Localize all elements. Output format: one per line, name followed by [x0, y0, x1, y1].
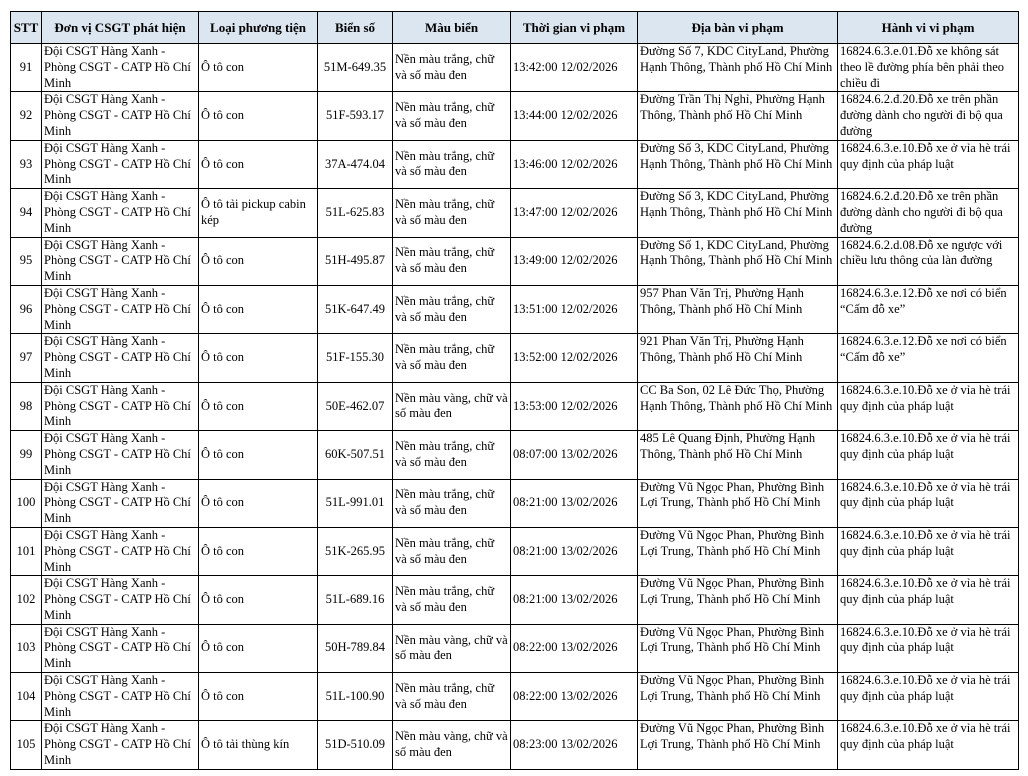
cell-vehicle: Ô tô tải thùng kín [199, 721, 318, 769]
header-violation: Hành vi vi phạm [838, 12, 1019, 44]
cell-plate: 51L-100.90 [318, 673, 393, 721]
cell-plate: 50H-789.84 [318, 624, 393, 672]
cell-vehicle: Ô tô con [199, 576, 318, 624]
cell-stt: 101 [11, 527, 42, 575]
cell-stt: 94 [11, 189, 42, 237]
table-row [11, 673, 1019, 721]
cell-plate: 60K-507.51 [318, 431, 393, 479]
cell-vehicle: Ô tô tải pickup cabin kép [199, 189, 318, 237]
cell-plate-color: Nền màu trắng, chữ và số màu đen [393, 334, 511, 382]
header-plate: Biển số [318, 12, 393, 44]
cell-plate-color: Nền màu trắng, chữ và số màu đen [393, 431, 511, 479]
cell-plate: 51M-649.35 [318, 44, 393, 92]
cell-time: 08:22:00 13/02/2026 [511, 673, 638, 721]
cell-location: Đường Vũ Ngọc Phan, Phường Bình Lợi Trung, Thành phố Hồ Chí Minh [638, 576, 838, 624]
cell-unit: Đội CSGT Hàng Xanh - Phòng CSGT - CATP Hồ Chí Minh [42, 92, 199, 140]
cell-stt: 97 [11, 334, 42, 382]
cell-plate: 51L-991.01 [318, 479, 393, 527]
table-row [11, 721, 1019, 769]
cell-plate-color: Nền màu trắng, chữ và số màu đen [393, 673, 511, 721]
cell-violation: 16824.6.3.e.01.Đỗ xe không sát theo lề đường phía bên phải theo chiều đi [838, 44, 1019, 92]
cell-location: Đường Số 3, KDC CityLand, Phường Hạnh Thông, Thành phố Hồ Chí Minh [638, 140, 838, 188]
table-row [11, 237, 1019, 285]
cell-time: 13:51:00 12/02/2026 [511, 285, 638, 333]
cell-time: 08:21:00 13/02/2026 [511, 527, 638, 575]
cell-time: 13:42:00 12/02/2026 [511, 44, 638, 92]
cell-plate-color: Nền màu trắng, chữ và số màu đen [393, 189, 511, 237]
header-time: Thời gian vi phạm [511, 12, 638, 44]
table-row [11, 92, 1019, 140]
cell-vehicle: Ô tô con [199, 92, 318, 140]
header-vehicle: Loại phương tiện [199, 12, 318, 44]
table-row [11, 44, 1019, 92]
cell-violation: 16824.6.2.đ.20.Đỗ xe trên phần đường dành cho người đi bộ qua đường [838, 92, 1019, 140]
cell-stt: 91 [11, 44, 42, 92]
cell-stt: 100 [11, 479, 42, 527]
cell-plate: 37A-474.04 [318, 140, 393, 188]
cell-vehicle: Ô tô con [199, 527, 318, 575]
cell-vehicle: Ô tô con [199, 334, 318, 382]
cell-plate-color: Nền màu trắng, chữ và số màu đen [393, 140, 511, 188]
table-row [11, 334, 1019, 382]
cell-location: Đường Vũ Ngọc Phan, Phường Bình Lợi Trung, Thành phố Hồ Chí Minh [638, 721, 838, 769]
cell-stt: 92 [11, 92, 42, 140]
header-stt: STT [11, 12, 42, 44]
cell-violation: 16824.6.3.e.10.Đỗ xe ở vỉa hè trái quy định của pháp luật [838, 624, 1019, 672]
cell-location: 921 Phan Văn Trị, Phường Hạnh Thông, Thành phố Hồ Chí Minh [638, 334, 838, 382]
cell-plate-color: Nền màu vàng, chữ và số màu đen [393, 382, 511, 430]
cell-vehicle: Ô tô con [199, 431, 318, 479]
cell-stt: 96 [11, 285, 42, 333]
cell-plate: 51H-495.87 [318, 237, 393, 285]
cell-violation: 16824.6.3.e.12.Đỗ xe nơi có biển “Cấm đỗ xe” [838, 334, 1019, 382]
cell-stt: 102 [11, 576, 42, 624]
cell-violation: 16824.6.3.e.10.Đỗ xe ở vỉa hè trái quy định của pháp luật [838, 479, 1019, 527]
cell-stt: 98 [11, 382, 42, 430]
cell-vehicle: Ô tô con [199, 673, 318, 721]
violations-table [10, 11, 1019, 770]
cell-unit: Đội CSGT Hàng Xanh - Phòng CSGT - CATP Hồ Chí Minh [42, 140, 199, 188]
cell-vehicle: Ô tô con [199, 140, 318, 188]
cell-stt: 104 [11, 673, 42, 721]
cell-location: Đường Trần Thị Nghỉ, Phường Hạnh Thông, Thành phố Hồ Chí Minh [638, 92, 838, 140]
table-row [11, 189, 1019, 237]
cell-location: Đường Vũ Ngọc Phan, Phường Bình Lợi Trung, Thành phố Hồ Chí Minh [638, 479, 838, 527]
cell-unit: Đội CSGT Hàng Xanh - Phòng CSGT - CATP Hồ Chí Minh [42, 44, 199, 92]
cell-plate: 51F-593.17 [318, 92, 393, 140]
cell-location: Đường Số 3, KDC CityLand, Phường Hạnh Thông, Thành phố Hồ Chí Minh [638, 189, 838, 237]
cell-violation: 16824.6.3.e.10.Đỗ xe ở vỉa hè trái quy định của pháp luật [838, 673, 1019, 721]
table-row [11, 285, 1019, 333]
cell-time: 13:46:00 12/02/2026 [511, 140, 638, 188]
cell-location: Đường Vũ Ngọc Phan, Phường Bình Lợi Trung, Thành phố Hồ Chí Minh [638, 624, 838, 672]
cell-time: 13:47:00 12/02/2026 [511, 189, 638, 237]
cell-plate-color: Nền màu trắng, chữ và số màu đen [393, 527, 511, 575]
cell-location: 485 Lê Quang Định, Phường Hạnh Thông, Thành phố Hồ Chí Minh [638, 431, 838, 479]
cell-time: 08:07:00 13/02/2026 [511, 431, 638, 479]
cell-plate-color: Nền màu trắng, chữ và số màu đen [393, 44, 511, 92]
cell-stt: 105 [11, 721, 42, 769]
cell-plate-color: Nền màu vàng, chữ và số màu đen [393, 624, 511, 672]
cell-plate: 50E-462.07 [318, 382, 393, 430]
cell-plate-color: Nền màu trắng, chữ và số màu đen [393, 479, 511, 527]
table-row [11, 140, 1019, 188]
cell-unit: Đội CSGT Hàng Xanh - Phòng CSGT - CATP Hồ Chí Minh [42, 237, 199, 285]
cell-plate-color: Nền màu vàng, chữ và số màu đen [393, 721, 511, 769]
cell-time: 13:49:00 12/02/2026 [511, 237, 638, 285]
table-row [11, 382, 1019, 430]
cell-time: 13:52:00 12/02/2026 [511, 334, 638, 382]
header-row [11, 12, 1019, 44]
cell-plate-color: Nền màu trắng, chữ và số màu đen [393, 576, 511, 624]
cell-location: Đường Số 7, KDC CityLand, Phường Hạnh Thông, Thành phố Hồ Chí Minh [638, 44, 838, 92]
cell-plate-color: Nền màu trắng, chữ và số màu đen [393, 285, 511, 333]
cell-time: 13:44:00 12/02/2026 [511, 92, 638, 140]
cell-unit: Đội CSGT Hàng Xanh - Phòng CSGT - CATP Hồ Chí Minh [42, 673, 199, 721]
table-row [11, 431, 1019, 479]
cell-unit: Đội CSGT Hàng Xanh - Phòng CSGT - CATP Hồ Chí Minh [42, 479, 199, 527]
table-body [11, 44, 1019, 770]
cell-violation: 16824.6.2.đ.20.Đỗ xe trên phần đường dành cho người đi bộ qua đường [838, 189, 1019, 237]
cell-location: CC Ba Son, 02 Lê Đức Thọ, Phường Hạnh Thông, Thành phố Hồ Chí Minh [638, 382, 838, 430]
header-plate-color: Màu biển [393, 12, 511, 44]
cell-vehicle: Ô tô con [199, 479, 318, 527]
cell-plate: 51K-647.49 [318, 285, 393, 333]
cell-unit: Đội CSGT Hàng Xanh - Phòng CSGT - CATP Hồ Chí Minh [42, 576, 199, 624]
cell-plate: 51K-265.95 [318, 527, 393, 575]
table-row [11, 576, 1019, 624]
cell-unit: Đội CSGT Hàng Xanh - Phòng CSGT - CATP Hồ Chí Minh [42, 431, 199, 479]
cell-violation: 16824.6.3.e.10.Đỗ xe ở vỉa hè trái quy định của pháp luật [838, 140, 1019, 188]
cell-unit: Đội CSGT Hàng Xanh - Phòng CSGT - CATP Hồ Chí Minh [42, 382, 199, 430]
cell-plate: 51F-155.30 [318, 334, 393, 382]
cell-location: Đường Số 1, KDC CityLand, Phường Hạnh Thông, Thành phố Hồ Chí Minh [638, 237, 838, 285]
header-unit: Đơn vị CSGT phát hiện [42, 12, 199, 44]
cell-time: 08:21:00 13/02/2026 [511, 576, 638, 624]
cell-location: Đường Vũ Ngọc Phan, Phường Bình Lợi Trung, Thành phố Hồ Chí Minh [638, 673, 838, 721]
cell-time: 08:22:00 13/02/2026 [511, 624, 638, 672]
table-row [11, 479, 1019, 527]
cell-unit: Đội CSGT Hàng Xanh - Phòng CSGT - CATP Hồ Chí Minh [42, 285, 199, 333]
header-location: Địa bàn vi phạm [638, 12, 838, 44]
cell-vehicle: Ô tô con [199, 382, 318, 430]
cell-plate: 51D-510.09 [318, 721, 393, 769]
cell-stt: 95 [11, 237, 42, 285]
cell-vehicle: Ô tô con [199, 624, 318, 672]
cell-unit: Đội CSGT Hàng Xanh - Phòng CSGT - CATP Hồ Chí Minh [42, 721, 199, 769]
cell-unit: Đội CSGT Hàng Xanh - Phòng CSGT - CATP Hồ Chí Minh [42, 624, 199, 672]
cell-violation: 16824.6.3.e.10.Đỗ xe ở vỉa hè trái quy định của pháp luật [838, 721, 1019, 769]
cell-vehicle: Ô tô con [199, 237, 318, 285]
cell-unit: Đội CSGT Hàng Xanh - Phòng CSGT - CATP Hồ Chí Minh [42, 527, 199, 575]
cell-plate: 51L-625.83 [318, 189, 393, 237]
table-row [11, 527, 1019, 575]
cell-vehicle: Ô tô con [199, 44, 318, 92]
cell-stt: 103 [11, 624, 42, 672]
cell-unit: Đội CSGT Hàng Xanh - Phòng CSGT - CATP Hồ Chí Minh [42, 334, 199, 382]
cell-violation: 16824.6.3.e.10.Đỗ xe ở vỉa hè trái quy định của pháp luật [838, 527, 1019, 575]
cell-unit: Đội CSGT Hàng Xanh - Phòng CSGT - CATP Hồ Chí Minh [42, 189, 199, 237]
table-row [11, 624, 1019, 672]
cell-plate-color: Nền màu trắng, chữ và số màu đen [393, 92, 511, 140]
cell-plate-color: Nền màu trắng, chữ và số màu đen [393, 237, 511, 285]
cell-stt: 93 [11, 140, 42, 188]
cell-stt: 99 [11, 431, 42, 479]
cell-vehicle: Ô tô con [199, 285, 318, 333]
cell-location: 957 Phan Văn Trị, Phường Hạnh Thông, Thành phố Hồ Chí Minh [638, 285, 838, 333]
cell-time: 08:21:00 13/02/2026 [511, 479, 638, 527]
cell-violation: 16824.6.3.e.10.Đỗ xe ở vỉa hè trái quy định của pháp luật [838, 576, 1019, 624]
cell-time: 08:23:00 13/02/2026 [511, 721, 638, 769]
cell-plate: 51L-689.16 [318, 576, 393, 624]
cell-violation: 16824.6.3.e.12.Đỗ xe nơi có biển “Cấm đỗ xe” [838, 285, 1019, 333]
cell-violation: 16824.6.3.e.10.Đỗ xe ở vỉa hè trái quy định của pháp luật [838, 382, 1019, 430]
cell-violation: 16824.6.2.d.08.Đỗ xe ngược với chiều lưu thông của làn đường [838, 237, 1019, 285]
cell-location: Đường Vũ Ngọc Phan, Phường Bình Lợi Trung, Thành phố Hồ Chí Minh [638, 527, 838, 575]
cell-time: 13:53:00 12/02/2026 [511, 382, 638, 430]
cell-violation: 16824.6.3.e.10.Đỗ xe ở vỉa hè trái quy định của pháp luật [838, 431, 1019, 479]
